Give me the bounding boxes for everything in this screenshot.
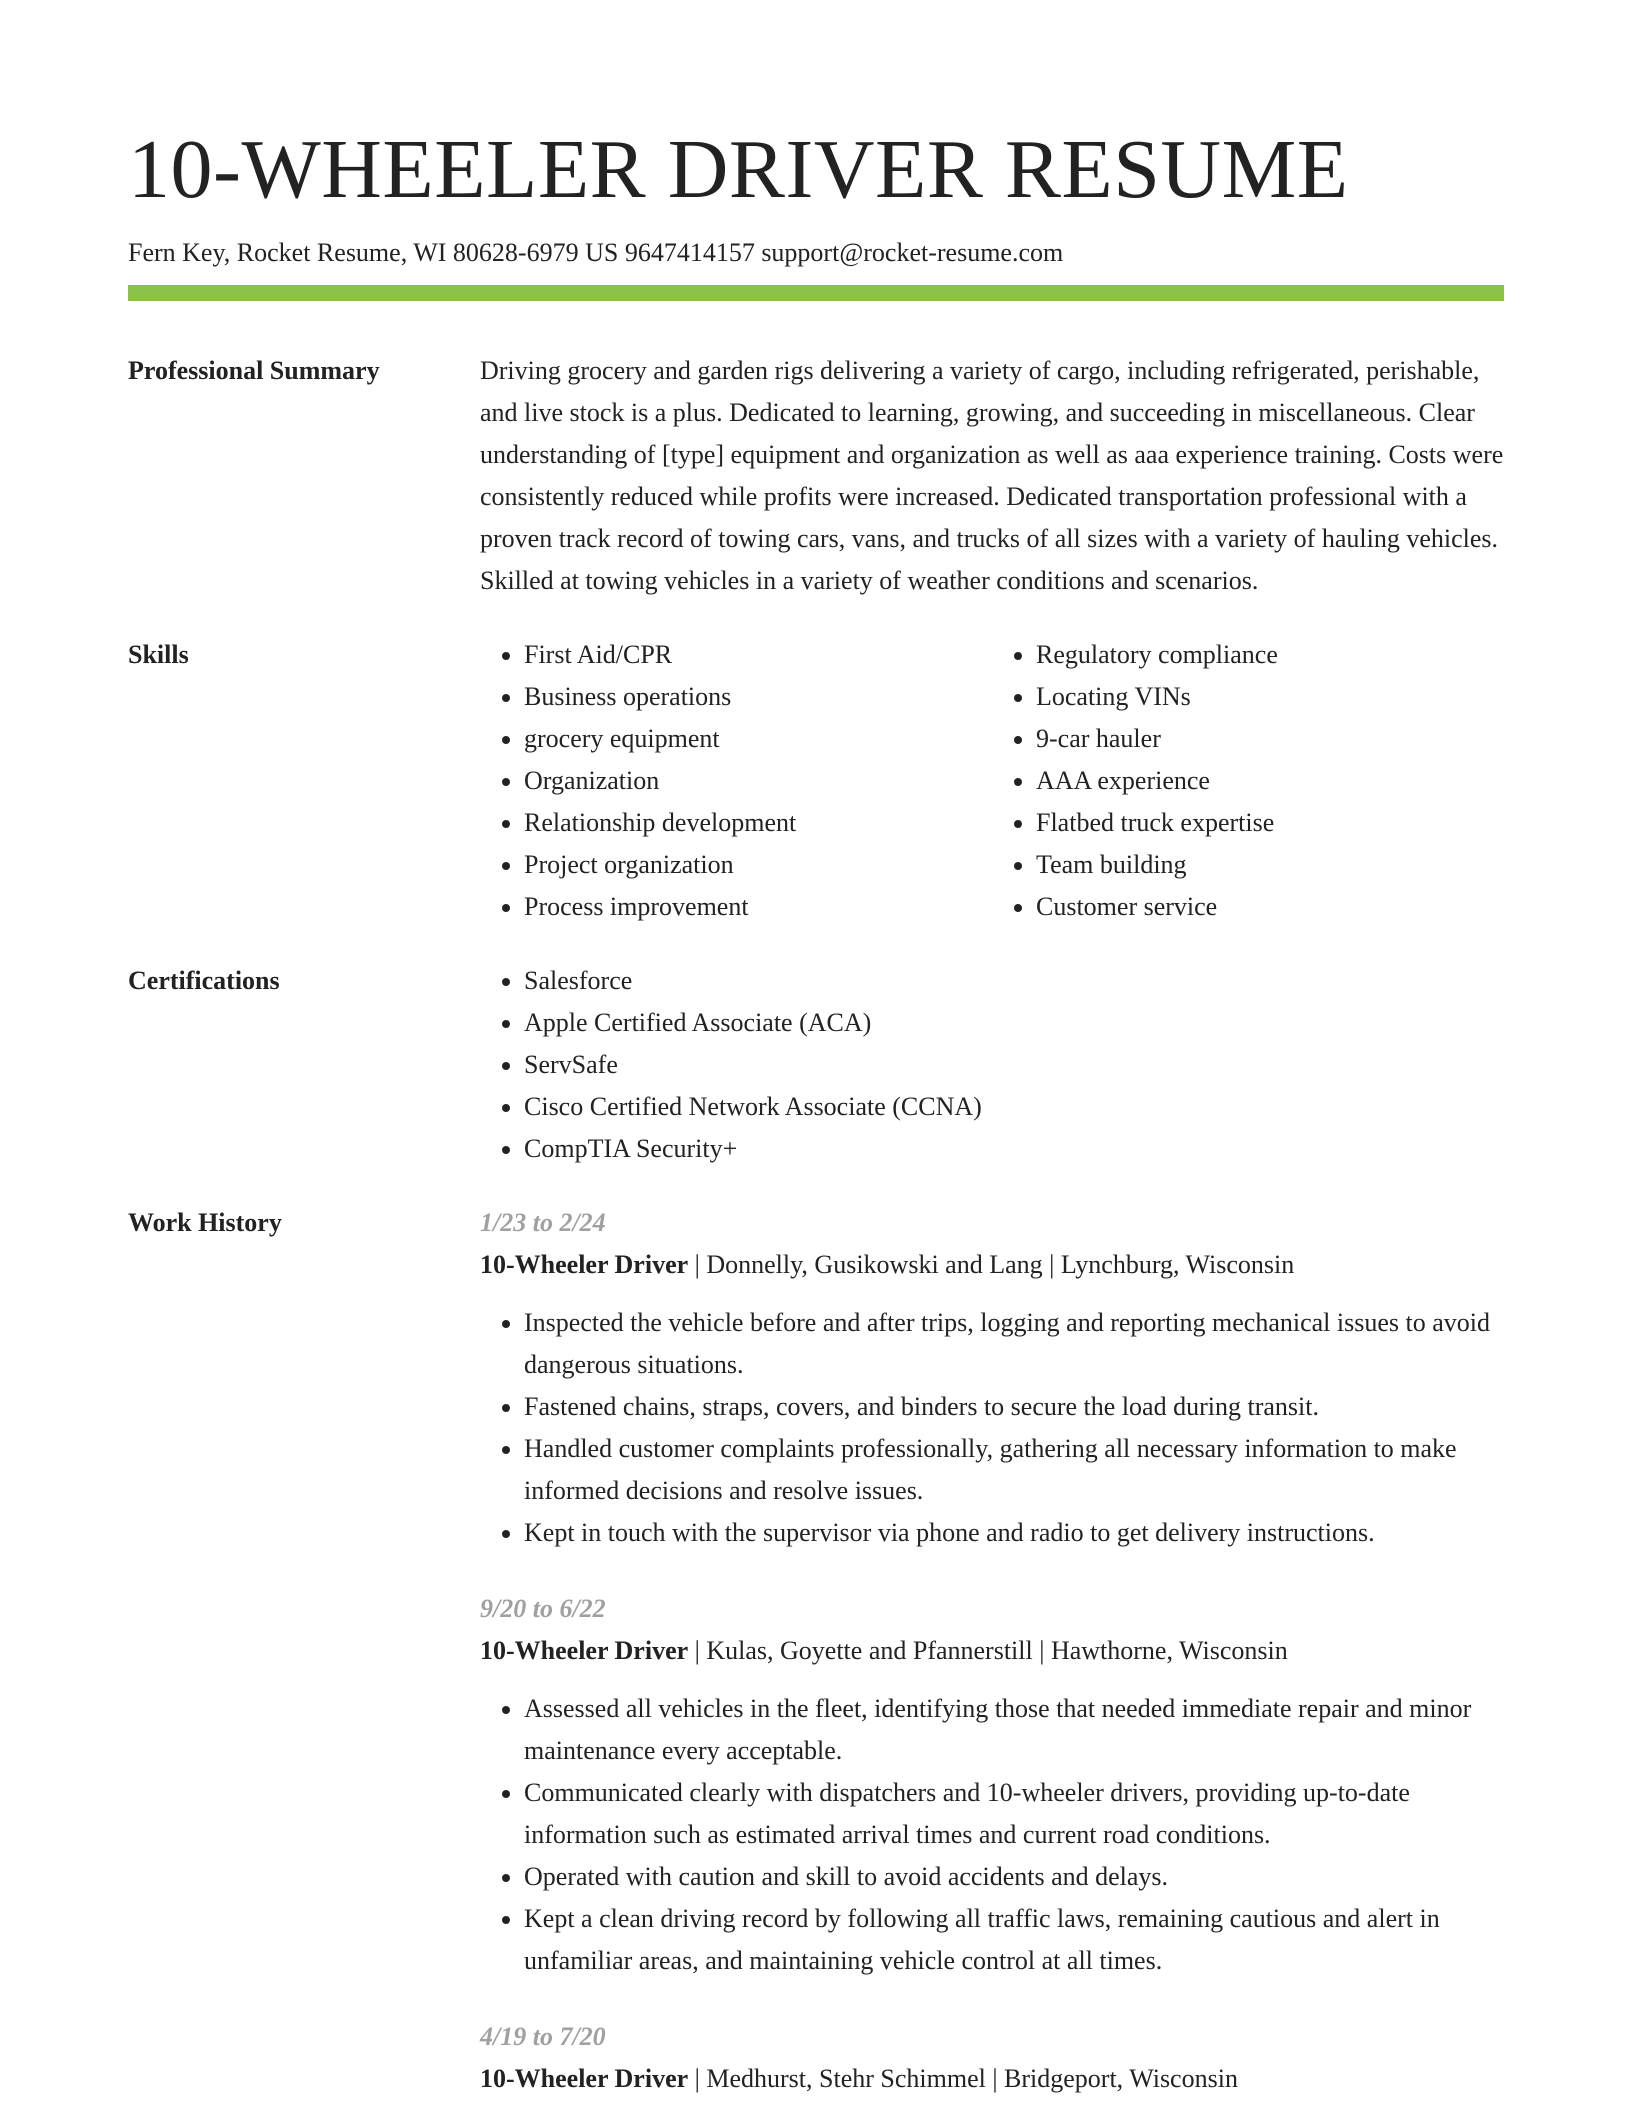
job-date: 9/20 to 6/22 — [480, 1594, 606, 1623]
certification-item: • ServSafe — [524, 1044, 1504, 1086]
job-heading — [480, 1630, 1504, 1672]
skills-list-left — [480, 634, 992, 928]
skills-body — [480, 634, 1504, 928]
resume-title: 10-WHEELER DRIVER RESUME — [128, 123, 1349, 216]
resume-header — [128, 118, 1504, 270]
skill-item: • Process improvement — [524, 886, 992, 928]
contact-info: Fern Key, Rocket Resume, WI 80628-6979 US 9647414157 support@rocket-resume.com — [128, 238, 1064, 267]
job-title: 10-Wheeler Driver — [480, 1636, 689, 1665]
job-entry — [480, 1588, 1504, 1982]
certifications-list — [480, 960, 1504, 1170]
job-title: 10-Wheeler Driver — [480, 1250, 689, 1279]
resume-content — [128, 350, 1504, 2112]
job-date: 4/19 to 7/20 — [480, 2022, 606, 2051]
skill-item: • Customer service — [1036, 886, 1504, 928]
job-duty: • Assessed all vehicles in the fleet, identifying those that needed immediate repair and minor maintenance every acceptable. — [524, 1688, 1504, 1772]
job-entry — [480, 2016, 1504, 2100]
job-company-location: | Kulas, Goyette and Pfannerstill | Hawthorne, Wisconsin — [688, 1636, 1288, 1665]
certifications-label: Certifications — [128, 966, 280, 995]
job-company-location: | Donnelly, Gusikowski and Lang | Lynchburg, Wisconsin — [688, 1250, 1295, 1279]
skill-item: • Team building — [1036, 844, 1504, 886]
job-duty: • Handled customer complaints professionally, gathering all necessary information to make informed decisions and resolve issues. — [524, 1428, 1504, 1512]
professional-summary-label: Professional Summary — [128, 356, 380, 385]
professional-summary-body — [480, 350, 1504, 602]
work-history-section — [128, 1202, 1504, 2112]
job-heading — [480, 1244, 1504, 1286]
certification-item: • CompTIA Security+ — [524, 1128, 1504, 1170]
skill-item: • AAA experience — [1036, 760, 1504, 802]
skills-grid — [480, 634, 1504, 928]
certification-item: • Cisco Certified Network Associate (CCNA) — [524, 1086, 1504, 1128]
skill-item: • Flatbed truck expertise — [1036, 802, 1504, 844]
work-history-label: Work History — [128, 1208, 282, 1237]
certification-item: • Apple Certified Associate (ACA) — [524, 1002, 1504, 1044]
skills-list-right — [992, 634, 1504, 928]
skill-item: • Regulatory compliance — [1036, 634, 1504, 676]
certifications-body — [480, 960, 1504, 1170]
job-duty: • Kept in touch with the supervisor via phone and radio to get delivery instructions. — [524, 1512, 1504, 1554]
job-duty: • Operated with caution and skill to avoid accidents and delays. — [524, 1856, 1504, 1898]
job-company-location: | Medhurst, Stehr Schimmel | Bridgeport, Wisconsin — [688, 2064, 1238, 2093]
job-duty: • Fastened chains, straps, covers, and binders to secure the load during transit. — [524, 1386, 1504, 1428]
skill-item: • Project organization — [524, 844, 992, 886]
job-duty: • Communicated clearly with dispatchers and 10-wheeler drivers, providing up-to-date information such as estimated arrival times and current road conditions. — [524, 1772, 1504, 1856]
professional-summary-section — [128, 350, 1504, 602]
job-duty: • Kept a clean driving record by following all traffic laws, remaining cautious and alert in unfamiliar areas, and maintaining vehicle control at all times. — [524, 1898, 1504, 1982]
job-heading — [480, 2058, 1504, 2100]
certification-item: • Salesforce — [524, 960, 1504, 1002]
job-title: 10-Wheeler Driver — [480, 2064, 689, 2093]
skill-item: • Relationship development — [524, 802, 992, 844]
job-duty: • Inspected the vehicle before and after trips, logging and reporting mechanical issues to avoid dangerous situations. — [524, 1302, 1504, 1386]
skill-item: • 9-car hauler — [1036, 718, 1504, 760]
job-entry — [480, 1202, 1504, 1554]
skill-item: • Locating VINs — [1036, 676, 1504, 718]
skill-item: • Business operations — [524, 676, 992, 718]
skill-item: • grocery equipment — [524, 718, 992, 760]
job-duties-list — [480, 1688, 1504, 1982]
work-history-body — [480, 1202, 1504, 2112]
skill-item: • First Aid/CPR — [524, 634, 992, 676]
skills-label: Skills — [128, 640, 189, 669]
professional-summary-text: Driving grocery and garden rigs delivering a variety of cargo, including refrigerated, perishable, and live stock is a plus. Dedicated to learning, growing, and succeeding in miscellaneous. Clear understanding of [type] equipment and organization as well as aaa experience training. Costs were consistently reduced while profits were increased. Dedicated transportation professional with a proven track record of towing cars, vans, and trucks of all sizes with a variety of hauling vehicles. Skilled at towing vehicles in a variety of weather conditions and scenarios. — [480, 356, 1504, 595]
certifications-section — [128, 960, 1504, 1170]
job-duties-list — [480, 1302, 1504, 1554]
accent-divider — [128, 285, 1504, 301]
job-date: 1/23 to 2/24 — [480, 1208, 606, 1237]
skill-item: • Organization — [524, 760, 992, 802]
skills-section — [128, 634, 1504, 928]
